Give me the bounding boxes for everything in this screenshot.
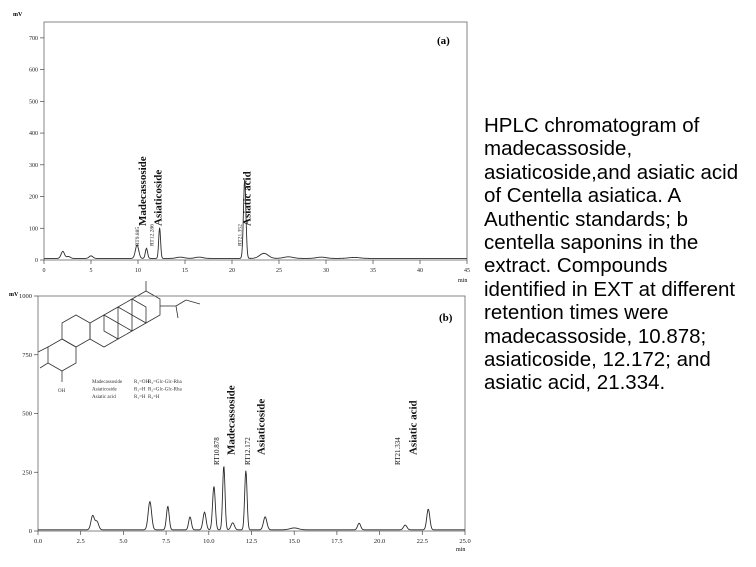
chromatogram-b [9, 281, 471, 553]
legend-substituent: R₂=H [148, 395, 160, 400]
plot-frame-b [38, 296, 465, 531]
legend-compound-name: Asiatic acid [92, 395, 116, 400]
chromatogram-trace-b [38, 466, 465, 529]
y-tick-label-b: 500 [22, 410, 32, 418]
x-tick-label-b: 0.0 [33, 538, 43, 545]
x-tick-label-a: 0 [42, 268, 46, 274]
peak-compound-label: Asiaticoside [152, 169, 165, 226]
peak-compound-label: Asiatic acid [407, 400, 420, 455]
x-axis-label-b: min [456, 547, 466, 553]
peak-compound-label: Asiatic acid [241, 171, 254, 226]
x-tick-label-a: 15 [182, 268, 188, 274]
peak-compound-label: Asiaticoside [255, 398, 268, 455]
legend-substituent: R₂=Glc-Glc-Rha [148, 380, 182, 385]
y-axis-label-b: mV [9, 292, 19, 298]
x-tick-label-a: 45 [464, 268, 470, 274]
x-tick-label-b: 20.0 [373, 538, 386, 545]
y-tick-label-a: 300 [29, 162, 38, 169]
y-tick-label-a: 400 [29, 131, 38, 138]
bond-ho [40, 363, 48, 368]
structure-oh-label: OH [58, 389, 66, 394]
x-tick-label-b: 12.5 [245, 538, 258, 545]
y-tick-label-a: 100 [29, 226, 38, 233]
x-tick-label-a: 25 [276, 268, 282, 274]
x-tick-label-a: 10 [135, 268, 141, 274]
ring-f [48, 339, 76, 371]
x-tick-label-b: 5.0 [119, 538, 128, 545]
legend-substituent: R₁=H [134, 387, 146, 393]
bond-r2 [186, 300, 200, 304]
x-tick-label-b: 17.5 [331, 538, 343, 545]
retention-time-label: RT12.172 [243, 437, 252, 465]
x-tick-label-a: 20 [229, 268, 235, 274]
chemical-structure-inset [38, 281, 200, 394]
peak-compound-label: Madecassoside [225, 385, 238, 455]
x-tick-label-a: 35 [370, 268, 376, 274]
panel-label-b: (b) [439, 312, 453, 324]
y-tick-label-b: 1000 [19, 293, 32, 300]
x-tick-label-b: 25.0 [459, 538, 471, 545]
retention-time-label: RT10.878 [213, 437, 222, 465]
legend-compound-name: Madecassoside [92, 380, 123, 385]
ring-a [62, 315, 90, 347]
retention-time-label: RT21.334 [394, 437, 403, 465]
legend-substituent: R₂=Glc-Glc-Rha [148, 387, 182, 393]
x-axis-label-a: min [458, 278, 468, 284]
retention-time-label: RT9.885 [134, 226, 141, 246]
legend-substituent: R₁=OH [134, 380, 150, 385]
plot-frame-a [44, 22, 467, 260]
x-tick-label-b: 7.5 [162, 538, 171, 545]
y-tick-label-b: 750 [22, 351, 32, 359]
retention-time-label: RT12.286 [149, 224, 156, 246]
x-tick-label-a: 40 [417, 268, 423, 274]
bond-ester [176, 300, 186, 306]
y-tick-label-b: 0 [28, 528, 32, 535]
bond-r1 [38, 347, 48, 352]
y-tick-label-a: 200 [29, 194, 38, 201]
retention-time-label: RT21.352 [237, 224, 244, 246]
y-tick-label-a: 700 [29, 35, 38, 42]
y-axis-label-a: mV [13, 12, 23, 18]
y-tick-label-b: 250 [22, 469, 32, 477]
x-tick-label-a: 30 [323, 268, 329, 274]
bond-oxygen [176, 306, 178, 318]
x-tick-label-b: 22.5 [416, 538, 428, 545]
y-tick-label-a: 0 [35, 258, 38, 264]
legend-compound-name: Asiaticoside [92, 387, 117, 393]
panel-label-a: (a) [437, 35, 450, 47]
y-tick-label-a: 500 [29, 99, 38, 106]
legend-substituent: R₁=H [134, 395, 146, 400]
y-tick-label-a: 600 [29, 67, 38, 74]
x-tick-label-b: 10.0 [203, 538, 215, 545]
chromatogram-a [13, 12, 470, 284]
x-tick-label-a: 5 [89, 268, 93, 274]
x-tick-label-b: 2.5 [76, 538, 85, 545]
figure-caption: HPLC chromatogram of madecassoside, asiaticoside,and asiatic acid of Centella asiatica. A Authentic standards; b centella saponins in the extract. Compounds identified in EXT at different retention times were madecassoside, 10.878; asiaticoside, 12.172; and asiatic acid, 21.334. [484, 114, 739, 395]
x-tick-label-b: 15.0 [288, 538, 300, 545]
chromatogram-trace-a [44, 180, 467, 259]
peak-compound-label: Madecassoside [136, 156, 149, 226]
structure-legend [92, 380, 183, 400]
